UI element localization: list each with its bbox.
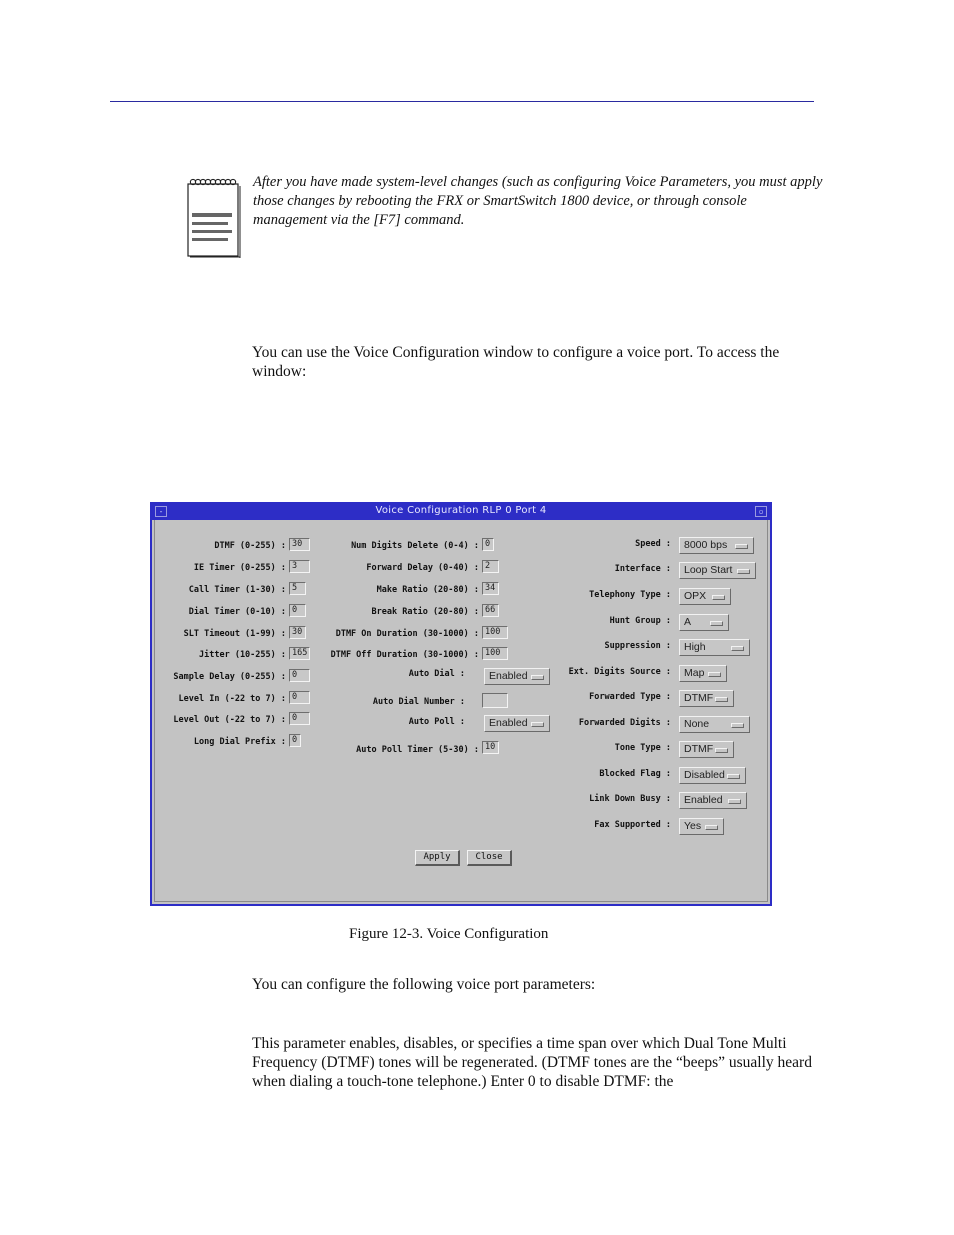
jitter-field[interactable]: 165 <box>289 647 310 660</box>
blocked-flag-value: Disabled <box>684 769 725 781</box>
blocked-flag-dropdown[interactable] <box>679 767 746 784</box>
window-menu-icon[interactable]: ‐ <box>155 506 167 517</box>
tone-type-label: Tone Type : <box>614 743 671 753</box>
telephony-type-label: Telephony Type : <box>589 590 671 600</box>
interface-label: Interface : <box>614 564 671 574</box>
auto-dial-label: Auto Dial : <box>408 669 465 679</box>
dropdown-indicator-icon <box>705 825 718 830</box>
dropdown-indicator-icon <box>735 544 748 549</box>
dropdown-indicator-icon <box>531 675 544 680</box>
long-dial-prefix-label: Long Dial Prefix : <box>193 737 286 747</box>
telephony-type-dropdown[interactable] <box>679 588 731 605</box>
params-intro: You can configure the following voice port parameters: <box>252 976 596 993</box>
dropdown-indicator-icon <box>531 722 544 727</box>
speed-value: 8000 bps <box>684 539 728 551</box>
suppression-value: High <box>684 641 706 653</box>
forwarded-type-dropdown[interactable] <box>679 690 734 707</box>
make-ratio-field[interactable]: 34 <box>482 582 499 595</box>
auto-poll-label: Auto Poll : <box>408 717 465 727</box>
ext-digits-source-dropdown[interactable] <box>679 665 727 682</box>
dtmf-on-duration-field[interactable]: 100 <box>482 626 508 639</box>
forwarded-digits-label: Forwarded Digits : <box>578 718 671 728</box>
ext-digits-source-label: Ext. Digits Source : <box>568 667 671 677</box>
auto-poll-timer-label: Auto Poll Timer (5-30) : <box>356 745 479 755</box>
dropdown-indicator-icon <box>731 646 744 651</box>
forwarded-digits-dropdown[interactable] <box>679 716 750 733</box>
telephony-type-value: OPX <box>684 590 707 602</box>
dial-timer-label: Dial Timer (0-10) : <box>188 607 286 617</box>
dropdown-indicator-icon <box>727 774 740 779</box>
ext-digits-source-value: Map <box>684 667 705 679</box>
fax-supported-value: Yes <box>684 820 702 832</box>
forwarded-type-label: Forwarded Type : <box>589 692 671 702</box>
auto-dial-number-label: Auto Dial Number : <box>372 697 465 707</box>
dropdown-indicator-icon <box>712 595 725 600</box>
num-digits-delete-field[interactable]: 0 <box>482 538 494 551</box>
long-dial-prefix-field[interactable]: 0 <box>289 734 301 747</box>
level-in-field[interactable]: 0 <box>289 691 310 704</box>
level-out-label: Level Out (-22 to 7) : <box>173 715 286 725</box>
dtmf-off-duration-label: DTMF Off Duration (30-1000) : <box>330 650 479 660</box>
note-icon <box>186 176 242 258</box>
hunt-group-label: Hunt Group : <box>609 616 671 626</box>
sample-delay-field[interactable]: 0 <box>289 669 310 682</box>
forward-delay-label: Forward Delay (0-40) : <box>366 563 479 573</box>
level-in-label: Level In (-22 to 7) : <box>178 694 286 704</box>
dropdown-indicator-icon <box>728 799 741 804</box>
level-out-field[interactable]: 0 <box>289 712 310 725</box>
suppression-label: Suppression : <box>604 641 671 651</box>
header-rule <box>110 101 814 102</box>
dropdown-indicator-icon <box>737 569 750 574</box>
dropdown-indicator-icon <box>715 697 728 702</box>
suppression-dropdown[interactable] <box>679 639 750 656</box>
interface-value: Loop Start <box>684 564 733 576</box>
break-ratio-label: Break Ratio (20-80) : <box>371 607 479 617</box>
close-button[interactable]: Close <box>467 850 512 866</box>
jitter-label: Jitter (10-255) : <box>199 650 286 660</box>
ie-timer-field[interactable]: 3 <box>289 560 310 573</box>
voice-configuration-window <box>150 502 772 906</box>
dtmf-on-duration-label: DTMF On Duration (30-1000) : <box>335 629 479 639</box>
auto-dial-dropdown[interactable] <box>484 668 550 685</box>
slt-timeout-label: SLT Timeout (1-99) : <box>183 629 286 639</box>
minimize-icon[interactable]: ▫ <box>755 506 767 517</box>
intro-paragraph: You can use the Voice Configuration window to configure a voice port. To access the window: <box>252 344 780 380</box>
slt-timeout-field[interactable]: 30 <box>289 626 306 639</box>
link-down-busy-value: Enabled <box>684 794 723 806</box>
note-text: After you have made system-level changes (such as configuring Voice Parameters, you must apply those changes by rebooting the FRX or SmartSwitch 1800 device, or through console management via the [F7] command. <box>253 174 823 228</box>
auto-poll-timer-field[interactable]: 10 <box>482 741 499 754</box>
call-timer-field[interactable]: 5 <box>289 582 306 595</box>
call-timer-label: Call Timer (1-30) : <box>188 585 286 595</box>
auto-poll-dropdown[interactable] <box>484 715 550 732</box>
ie-timer-label: IE Timer (0-255) : <box>193 563 286 573</box>
dropdown-indicator-icon <box>715 748 728 753</box>
forwarded-type-value: DTMF <box>684 692 714 704</box>
window-frame <box>154 520 768 902</box>
blocked-flag-label: Blocked Flag : <box>599 769 671 779</box>
num-digits-delete-label: Num Digits Delete (0-4) : <box>351 541 479 551</box>
apply-button[interactable]: Apply <box>415 850 460 866</box>
dtmf-paragraph: This parameter enables, disables, or specifies a time span over which Dual Tone Multi Frequency (DTMF) tones will be regenerated. (DTMF tones are the “beeps” usually heard when dialing a touch-tone telephone.) Enter 0 to disable DTMF: the <box>252 1035 812 1090</box>
title-bar <box>152 504 770 520</box>
forward-delay-field[interactable]: 2 <box>482 560 499 573</box>
auto-dial-number-field[interactable] <box>482 693 508 708</box>
window-title: Voice Configuration RLP 0 Port 4 <box>375 505 547 516</box>
make-ratio-label: Make Ratio (20-80) : <box>376 585 479 595</box>
auto-poll-value: Enabled <box>489 717 528 729</box>
dropdown-indicator-icon <box>731 723 744 728</box>
tone-type-dropdown[interactable] <box>679 741 734 758</box>
forwarded-digits-value: None <box>684 718 710 730</box>
speed-dropdown[interactable] <box>679 537 754 554</box>
dial-timer-field[interactable]: 0 <box>289 604 306 617</box>
dropdown-indicator-icon <box>710 621 723 626</box>
speed-label: Speed : <box>635 539 671 549</box>
dtmf-off-duration-field[interactable]: 100 <box>482 647 508 660</box>
fax-supported-dropdown[interactable] <box>679 818 724 835</box>
tone-type-value: DTMF <box>684 743 714 755</box>
sample-delay-label: Sample Delay (0-255) : <box>173 672 286 682</box>
link-down-busy-label: Link Down Busy : <box>589 794 671 804</box>
fax-supported-label: Fax Supported : <box>594 820 671 830</box>
hunt-group-value: A <box>684 616 692 628</box>
link-down-busy-dropdown[interactable] <box>679 792 747 809</box>
dropdown-indicator-icon <box>708 672 721 677</box>
auto-dial-value: Enabled <box>489 670 528 682</box>
break-ratio-field[interactable]: 66 <box>482 604 499 617</box>
figure-caption: Figure 12-3. Voice Configuration <box>349 926 549 942</box>
dtmf-label: DTMF (0-255) : <box>214 541 286 551</box>
dtmf-field[interactable]: 30 <box>289 538 310 551</box>
interface-dropdown[interactable] <box>679 562 756 579</box>
hunt-group-dropdown[interactable] <box>679 614 729 631</box>
